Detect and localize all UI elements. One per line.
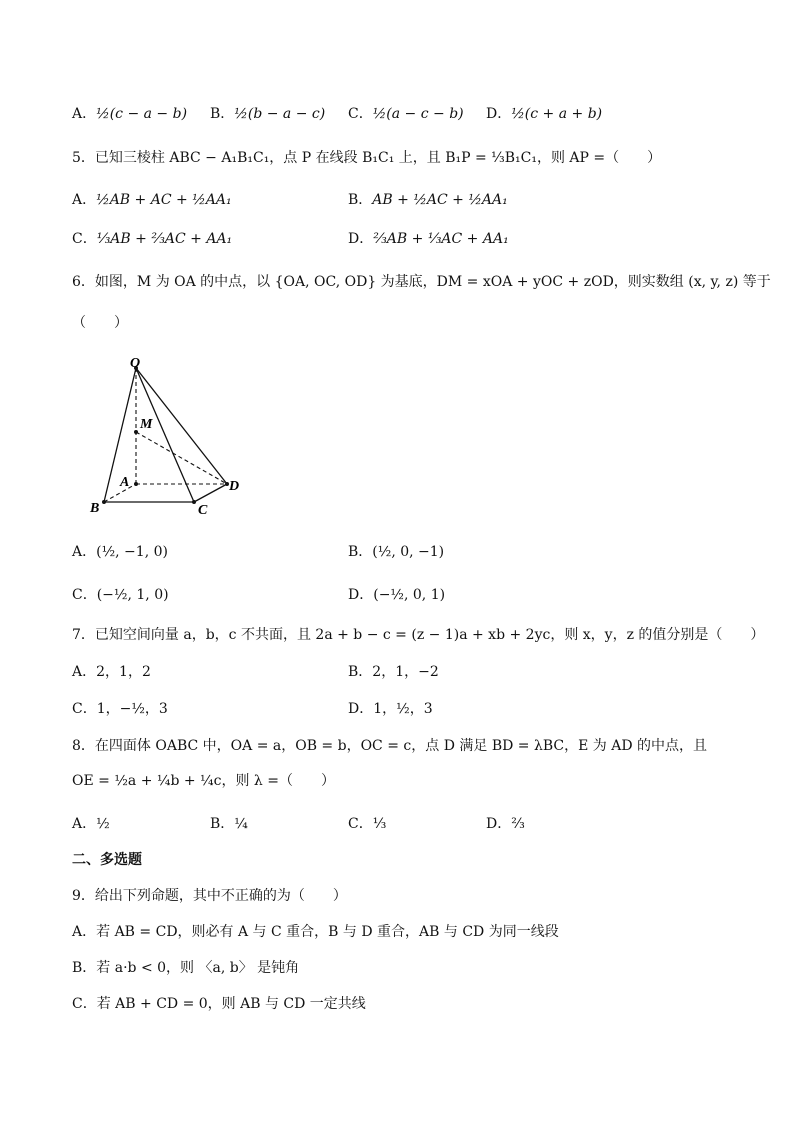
option-expr: 若 AB = CD，则必有 A 与 C 重合，B 与 D 重合，AB 与 CD 为同一线段 (96, 924, 559, 940)
option-label: A． (72, 106, 97, 122)
option-expr: ½(a − c − b) (372, 106, 464, 122)
option-label: D． (348, 231, 374, 247)
q6-option-a (72, 542, 168, 562)
point-b (102, 500, 106, 504)
option-label: B． (210, 106, 235, 122)
label-m: M (140, 417, 153, 432)
q9-option-c (72, 994, 366, 1014)
option-expr: 1，½，3 (373, 701, 433, 717)
point-m (134, 430, 138, 434)
option-expr: (½, 0, −1) (372, 544, 445, 560)
q5-option-a (72, 190, 232, 210)
q7-option-c (72, 699, 168, 719)
option-label: D． (486, 106, 512, 122)
q4-option-b (210, 104, 325, 124)
option-expr: 若 AB + CD = 0，则 AB 与 CD 一定共线 (96, 996, 366, 1012)
option-label: A． (72, 924, 97, 940)
q4-option-d (486, 104, 602, 124)
label-a: A (120, 475, 130, 490)
q6-option-c (72, 585, 169, 605)
option-label: B． (72, 960, 97, 976)
point-c (192, 500, 196, 504)
q7-option-b (348, 662, 439, 682)
option-label: B． (210, 816, 235, 832)
section-title: 二、多选题 (72, 852, 142, 868)
option-label: A． (72, 664, 97, 680)
q9-option-a (72, 922, 559, 942)
option-label: C． (72, 587, 97, 603)
option-expr: 1，−½，3 (96, 701, 168, 717)
q8-option-b (210, 814, 248, 834)
option-expr: (−½, 1, 0) (96, 587, 169, 603)
option-expr: ½AB + AC + ½AA₁ (96, 192, 232, 208)
option-label: B． (348, 544, 373, 560)
q4-option-c (348, 104, 464, 124)
option-label: C． (72, 231, 97, 247)
option-label: C． (72, 996, 97, 1012)
option-expr: 2，1，2 (96, 664, 151, 680)
option-expr: (½, −1, 0) (96, 544, 168, 560)
label-o: O (130, 356, 141, 371)
option-label: D． (486, 816, 512, 832)
q7-option-d (348, 699, 433, 719)
option-expr: ⅓ (372, 816, 387, 832)
q8-option-d (486, 814, 525, 834)
point-a (134, 482, 138, 486)
option-label: A． (72, 544, 97, 560)
q8-option-c (348, 814, 386, 834)
q8-option-a (72, 814, 110, 834)
option-label: A． (72, 192, 97, 208)
option-label: A． (72, 816, 97, 832)
edge-cd (194, 484, 227, 502)
tetrahedron-figure (84, 356, 254, 518)
option-expr: ½ (96, 816, 110, 832)
edge-oc (136, 368, 194, 502)
q9-stem: 9．给出下列命题，其中不正确的为（ ） (72, 888, 347, 904)
option-label: C． (348, 816, 373, 832)
q8-stem: 8．在四面体 OABC 中，OA = a，OB = b，OC = c，点 D 满足 BD = λBC，E 为 AD 的中点，且 (72, 738, 707, 754)
label-d: D (229, 479, 240, 494)
option-expr: ⅔AB + ⅓AC + AA₁ (373, 231, 509, 247)
option-expr: ½(b − a − c) (234, 106, 326, 122)
option-label: B． (348, 192, 373, 208)
q4-option-a (72, 104, 187, 124)
q5-stem: 5．已知三棱柱 ABC − A₁B₁C₁，点 P 在线段 B₁C₁ 上，且 B₁P = ⅓B₁C₁，则 AP =（ ） (72, 150, 662, 166)
option-expr: ⅓AB + ⅔AC + AA₁ (96, 231, 233, 247)
q5-option-b (348, 190, 508, 210)
option-label: D． (348, 587, 374, 603)
q7-option-a (72, 662, 151, 682)
segment-md (136, 432, 227, 484)
label-b: B (90, 501, 100, 516)
option-label: C． (348, 106, 373, 122)
option-expr: ⅔ (511, 816, 525, 832)
option-expr: (−½, 0, 1) (373, 587, 446, 603)
option-label: C． (72, 701, 97, 717)
q6-stem-end: （ ） (72, 315, 128, 331)
option-expr: ¼ (234, 816, 248, 832)
q5-option-c (72, 229, 232, 249)
q6-stem: 6．如图，M 为 OA 的中点，以 {OA, OC, OD} 为基底，DM = xOA + yOC + zOD，则实数组 (x, y, z) 等于 (72, 274, 771, 290)
q7-stem: 7．已知空间向量 a，b，c 不共面，且 2a + b − c = (z − 1)a + xb + 2yc，则 x，y，z 的值分别是（ ） (72, 627, 765, 643)
option-expr: 2，1，−2 (372, 664, 439, 680)
q6-option-b (348, 542, 444, 562)
q9-option-b (72, 958, 299, 978)
q6-option-d (348, 585, 445, 605)
option-label: B． (348, 664, 373, 680)
q8-stem-2: OE = ½a + ¼b + ¼c，则 λ =（ ） (72, 773, 335, 789)
q5-option-d (348, 229, 509, 249)
option-label: D． (348, 701, 374, 717)
option-expr: ½(c + a + b) (511, 106, 603, 122)
option-expr: AB + ½AC + ½AA₁ (372, 192, 508, 208)
label-c: C (198, 503, 208, 518)
option-expr: 若 a·b < 0，则 〈a, b〉 是钝角 (96, 960, 300, 976)
option-expr: ½(c − a − b) (96, 106, 188, 122)
